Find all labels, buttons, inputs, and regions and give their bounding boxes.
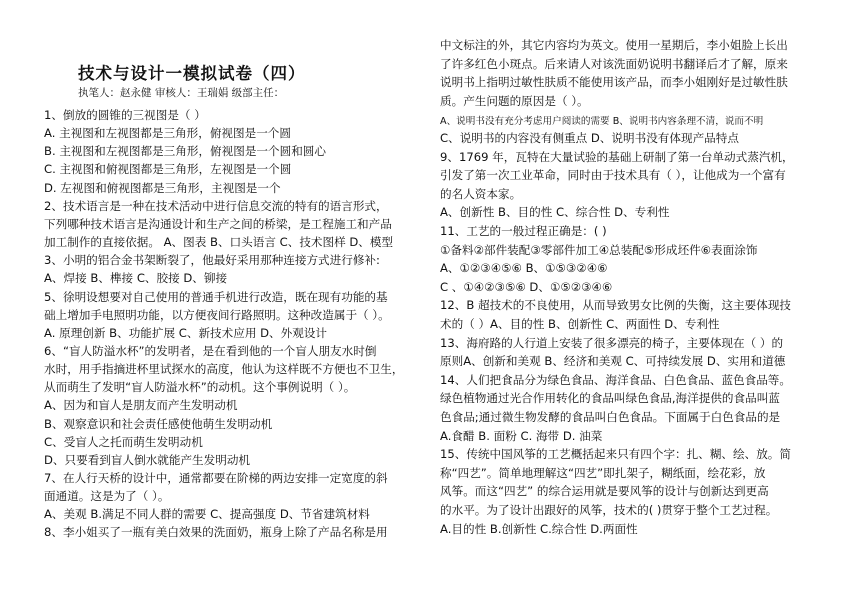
author-line: 执笔人：赵永健 审核人：王瑞娟 级部主任： bbox=[78, 87, 285, 99]
text-line: 5、徐明设想要对自己使用的普通手机进行改造，既在现有功能的基 bbox=[44, 289, 388, 304]
text-line: C 、①④②③⑤⑥ D、①⑤②③④⑥ bbox=[440, 279, 613, 294]
text-line: C、说明书的内容没有侧重点 D、说明书没有体现产品特点 bbox=[440, 131, 739, 145]
text-line: 15、传统中国风筝的工艺概括起来只有四个字：扎、糊、绘、放。简 bbox=[440, 447, 791, 462]
exam-title: 技术与设计一模拟试卷（四） bbox=[78, 64, 306, 83]
text-line: 绿色植物通过光合作用转化的食品叫绿色食品,海洋提供的食品叫蓝 bbox=[440, 391, 780, 406]
text-line: 原则A、创新和美观 B、经济和美观 C、可持续发展 D、实用和道德 bbox=[440, 354, 786, 369]
text-line: 质。产生问题的原因是（ ）。 bbox=[440, 93, 589, 108]
text-line: A、美观 B.满足不同人群的需要 C、提高强度 D、节省建筑材料 bbox=[44, 507, 370, 522]
text-line: A. 主视图和左视图都是三角形，俯视图是一个圆 bbox=[44, 126, 291, 141]
text-line: 1、倒放的圆锥的三视图是（ ） bbox=[44, 108, 206, 122]
text-line: A、说明书没有充分考虑用户阅读的需要 B、说明书内容条理不清，说而不明 bbox=[440, 116, 764, 128]
text-line: 色食品;通过微生物发酵的食品叫白色食品。下面属于白色食品的是 bbox=[440, 410, 781, 424]
text-line: A.目的性 B.创新性 C.综合性 D.两面性 bbox=[440, 521, 638, 536]
text-line: 加工制作的直接依据。 A、图表 B、口头语言 C、技术图样 D、模型 bbox=[44, 235, 394, 250]
text-line: 术的（ ）A、目的性 B、创新性 C、两面性 D、专利性 bbox=[440, 317, 720, 331]
text-line: D. 左视图和俯视图都是三角形，主视图是一个 bbox=[44, 180, 281, 195]
text-line: 12、B 超技术的不良使用，从而导致男女比例的失衡，这主要体现技 bbox=[440, 298, 792, 313]
text-line: 风筝。而这“四艺” 的综合运用就是要风筝的设计与创新达到更高 bbox=[440, 484, 769, 499]
text-line: 从而萌生了发明“盲人防溢水杯”的动机。这个事例说明（ ）。 bbox=[44, 380, 356, 395]
text-line: A、焊接 B、榫接 C、胶接 D、铆接 bbox=[44, 271, 228, 286]
text-line: 2、技术语言是一种在技术活动中进行信息交流的特有的语言形式， bbox=[44, 198, 388, 213]
text-line: 引发了第一次工业革命，同时由于技术具有（ ），让他成为一个富有 bbox=[440, 168, 786, 183]
text-line: 14、人们把食品分为绿色食品、海洋食品、白色食品、蓝色食品等。 bbox=[440, 372, 791, 387]
text-line: B、观察意识和社会责任感使他萌生发明动机 bbox=[44, 416, 273, 431]
text-line: 9、1769 年，瓦特在大量试验的基础上研制了第一台单动式蒸汽机， bbox=[440, 149, 794, 164]
text-line: 3、小明的铝合金书架断裂了，他最好采用那种连接方式进行修补: bbox=[44, 253, 380, 268]
text-line: 面通道。这是为了（ ）。 bbox=[44, 489, 170, 504]
text-line: 13、海府路的人行道上安装了很多漂亮的椅子，主要体现在（ ）的 bbox=[440, 335, 784, 350]
text-line: A、①②③④⑤⑥ B、①⑤③②④⑥ bbox=[440, 261, 608, 276]
text-line: 础上增加手电照明功能，以方便夜间行路照明。这种改造属于（ ）。 bbox=[44, 307, 390, 322]
text-line: 下列哪种技术语言是沟通设计和生产之间的桥梁，是工程施工和产品 bbox=[44, 216, 392, 231]
text-line: 说明书上指明过敏性肤质不能使用该产品，而李小姐刚好是过敏性肤 bbox=[440, 75, 788, 90]
text-line: A、因为和盲人是朋友而产生发明动机 bbox=[44, 398, 238, 413]
text-line: 8、李小姐买了一瓶有美白效果的洗面奶，瓶身上除了产品名称是用 bbox=[44, 525, 388, 540]
text-line: 称“四艺”。简单地理解这“四艺”即扎架子，糊纸面，绘花彩，放 bbox=[440, 465, 766, 480]
text-line: A、创新性 B、目的性 C、综合性 D、专利性 bbox=[440, 205, 670, 220]
text-line: D、只要看到盲人倒水就能产生发明动机 bbox=[44, 452, 251, 467]
text-line: A. 原理创新 B、功能扩展 C、新技术应用 D、外观设计 bbox=[44, 325, 328, 340]
text-line: C、受盲人之托而萌生发明动机 bbox=[44, 434, 203, 449]
text-line: 水时，用手指摘进杯里试探水的高度，他认为这样既不方便也不卫生， bbox=[44, 362, 404, 377]
text-line: 6、“盲人防溢水杯”的发明者，是在看到他的一个盲人朋友水时倒 bbox=[44, 343, 377, 358]
text-line: A.食醋 B. 面粉 C. 海带 D. 油菜 bbox=[440, 428, 603, 443]
text-line: 中文标注的外，其它内容均为英文。使用一星期后，李小姐脸上长出 bbox=[440, 38, 788, 52]
text-line: 了许多红色小斑点。后来请人对该洗面奶说明书翻译后才了解，原来 bbox=[440, 56, 788, 71]
text-line: 11、工艺的一般过程正确是：( ) bbox=[440, 224, 607, 238]
text-line: 的水平。为了设计出跟好的风筝，技术的( )贯穿于整个工艺过程。 bbox=[440, 503, 778, 517]
text-line: ①备料②部件装配③零部件加工④总装配⑤形成坯件⑥表面涂饰 bbox=[440, 242, 758, 257]
text-line: B. 主视图和左视图都是三角形，俯视图是一个圆和圆心 bbox=[44, 144, 326, 159]
text-line: C. 主视图和俯视图都是三角形，左视图是一个圆 bbox=[44, 162, 292, 177]
text-line: 7、在人行天桥的设计中，通常都要在阶梯的两边安排一定宽度的斜 bbox=[44, 471, 388, 485]
text-line: 的名人资本家。 bbox=[440, 186, 522, 201]
